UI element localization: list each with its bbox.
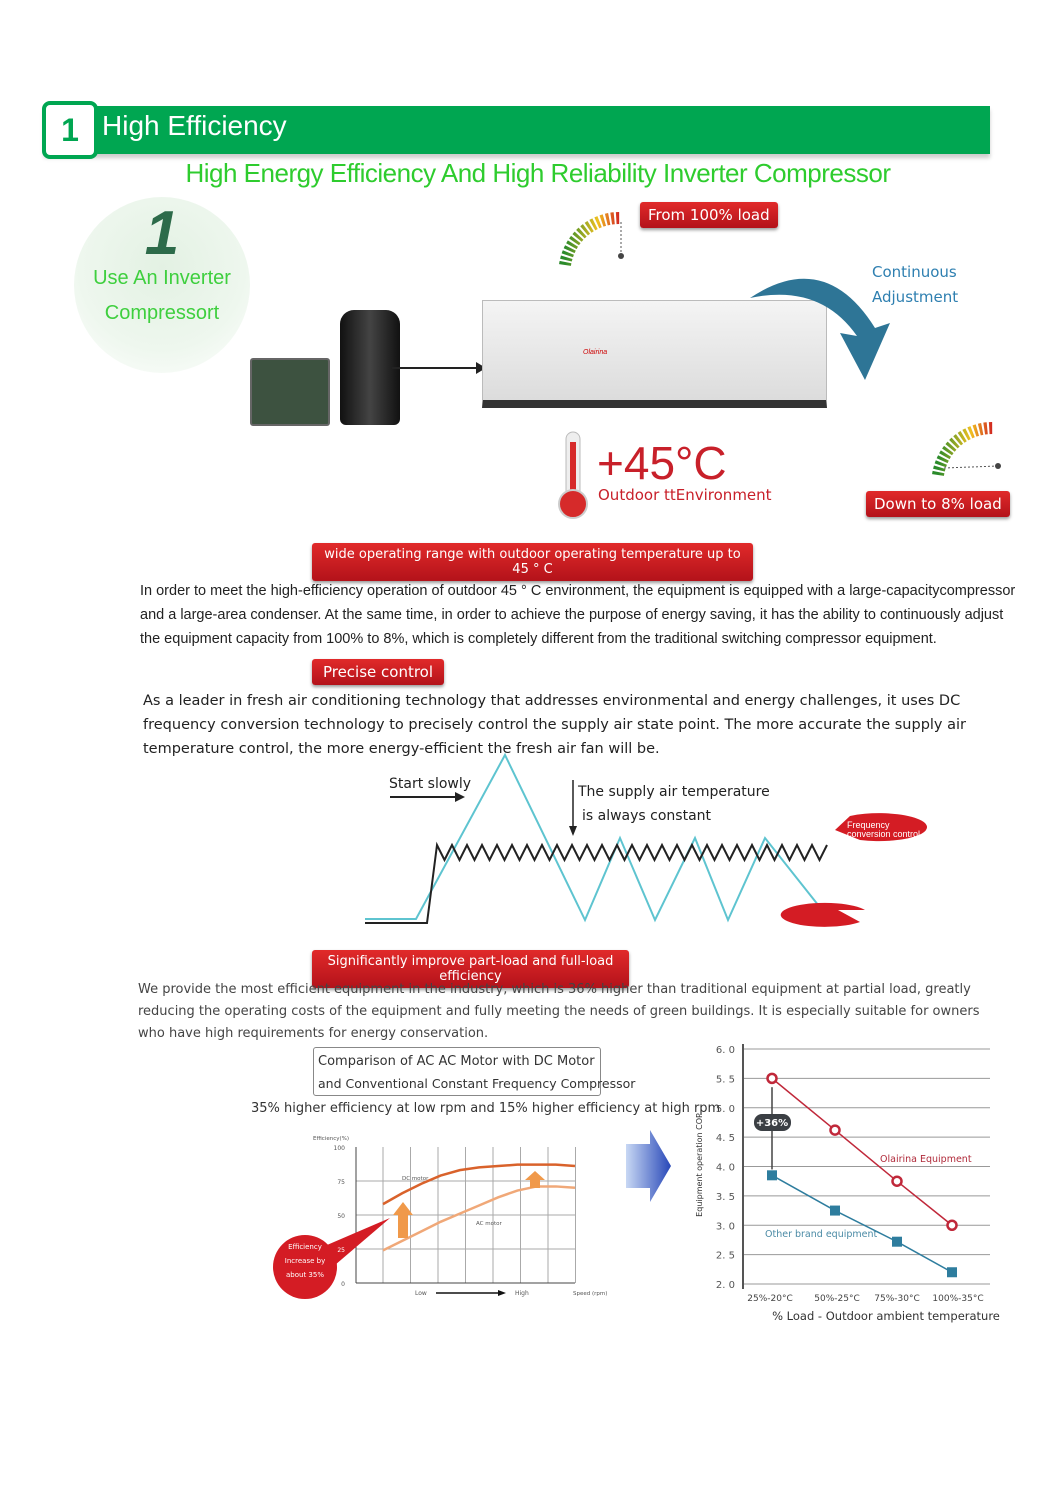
data-point <box>948 1221 957 1230</box>
x-tick-label: 50%-25°C <box>814 1294 860 1304</box>
data-point <box>831 1126 840 1135</box>
y-tick-label: 100 <box>333 1145 345 1152</box>
feature-line2: Compressort <box>104 302 220 324</box>
cop-chart <box>690 1040 1010 1330</box>
x-axis-title: % Load - Outdoor ambient temperature <box>772 1309 1000 1323</box>
series-label-other: Other brand equipment <box>765 1229 878 1240</box>
thermometer-icon <box>555 430 591 522</box>
y-tick-label: 5. 0 <box>715 1103 735 1115</box>
compressor-image <box>340 310 400 425</box>
series-label-dc: DC motor <box>402 1176 429 1182</box>
y-axis-title: Equipment operation COP <box>695 1113 704 1217</box>
data-point <box>893 1177 902 1186</box>
y-tick-label: 3. 5 <box>715 1191 735 1203</box>
temperature-label: Outdoor ttEnvironment <box>598 486 772 504</box>
y-tick-label: 75 <box>337 1179 345 1186</box>
series-line <box>772 1175 952 1272</box>
feature-number: 1 <box>144 199 180 268</box>
y-tick-label: 2. 0 <box>715 1280 735 1291</box>
data-point <box>767 1170 777 1180</box>
feature-circle <box>74 197 250 373</box>
data-point <box>830 1206 840 1216</box>
y-tick-label: 4. 5 <box>715 1133 735 1145</box>
precise-control-badge: Precise control <box>312 659 444 685</box>
y-axis-title: Efficiency(%) <box>313 1136 350 1142</box>
data-point <box>947 1267 957 1277</box>
subtitle: High Energy Efficiency And High Reliability Inverter Compressor <box>185 158 891 188</box>
frequency-control-label: Frequency conversion control <box>847 820 921 839</box>
section-number: 1 <box>42 101 98 159</box>
gauge-low-icon <box>930 420 1005 480</box>
control-board-image <box>250 358 330 426</box>
series-line <box>383 1165 575 1204</box>
callout-text: about 35% <box>286 1271 324 1279</box>
x-axis-title: Speed (rpm) <box>573 1291 608 1297</box>
comparison-box: Comparison of AC AC Motor with DC Motor and Conventional Constant Frequency Compressor <box>313 1047 601 1096</box>
y-tick-label: 3. 0 <box>715 1221 735 1233</box>
series-line <box>772 1078 952 1225</box>
arrow-icon <box>392 367 482 369</box>
efficiency-badge: Significantly improve part-load and full-load efficiency <box>312 950 629 988</box>
data-point <box>768 1074 777 1083</box>
increase-label: +36% <box>755 1118 789 1129</box>
data-point <box>892 1237 902 1247</box>
temperature-value: +45°C <box>597 437 727 489</box>
y-tick-label: 6. 0 <box>715 1045 735 1056</box>
gauge-high-icon <box>555 210 630 270</box>
feature-line1: Use An Inverter <box>93 267 231 289</box>
continuous-label: Continuous Adjustment <box>872 263 959 306</box>
unit-brand: Olairina <box>583 349 608 356</box>
y-tick-label: 2. 5 <box>715 1250 735 1262</box>
y-tick-label: 5. 5 <box>715 1074 735 1086</box>
paragraph-capacity: In order to meet the high-efficiency operation of outdoor 45 ° C environment, the equipment is equipped with a large-capacitycompressor and a large-area condenser. At the same time, in order to achieve the purpose of energy saving, it has the ability to continuously adjust the equipment capacity from 100% to 8%, which is completely different from the traditional switching compressor equipment. <box>140 583 1016 647</box>
wide-range-badge: wide operating range with outdoor operating temperature up to 45 ° C <box>312 543 753 581</box>
x-tick-label: 75%-30°C <box>874 1294 920 1304</box>
section-title: High Efficiency <box>102 110 287 141</box>
x-tick-label: 100%-35°C <box>932 1294 984 1304</box>
series-label-olairina: Olairina Equipment <box>880 1154 972 1165</box>
x-tick-high: High <box>515 1290 529 1297</box>
y-tick-label: 4. 0 <box>715 1162 735 1174</box>
down-load-badge: Down to 8% load <box>866 491 1010 517</box>
paragraph-precise: As a leader in fresh air conditioning technology that addresses environmental and energy challenges, it uses DC frequency conversion technology to precisely control the supply air state point. The more accurate the supply air temperature control, the more energy-efficient the fresh air fan will be. <box>143 693 966 757</box>
start-slowly-label: Start slowly <box>389 776 472 792</box>
paragraph-efficiency: We provide the most efficient equipment in the industry, which is 36% higher than traditional equipment at partial load, greatly reducing the operating costs of the equipment and fully meeting the needs of green buildings. It is especially suitable for owners who have high requirements for energy conservation. <box>138 982 980 1041</box>
callout-text: Efficiency <box>288 1243 322 1251</box>
motor-efficiency-chart <box>260 1130 620 1305</box>
y-tick-label: 25 <box>337 1247 345 1254</box>
big-arrow-icon <box>624 1128 674 1204</box>
from-load-badge: From 100% load <box>640 202 778 228</box>
callout-text: Increase by <box>284 1257 326 1265</box>
y-tick-label: 50 <box>337 1213 345 1220</box>
x-tick-low: Low <box>415 1290 427 1297</box>
speed-arrow-head <box>498 1290 506 1296</box>
series-line <box>383 1186 575 1250</box>
supply-air-label: The supply air temperature is always constant <box>578 784 770 824</box>
comparison-note: 35% higher efficiency at low rpm and 15% higher efficiency at high rpm <box>251 1101 721 1116</box>
series-label-ac: AC motor <box>476 1221 502 1227</box>
no-frequency-control-label: No frequency conversion control <box>863 914 937 933</box>
x-tick-label: 25%-20°C <box>747 1294 793 1304</box>
y-tick-label: 0 <box>341 1281 345 1288</box>
no-frequency-callout <box>781 903 865 927</box>
